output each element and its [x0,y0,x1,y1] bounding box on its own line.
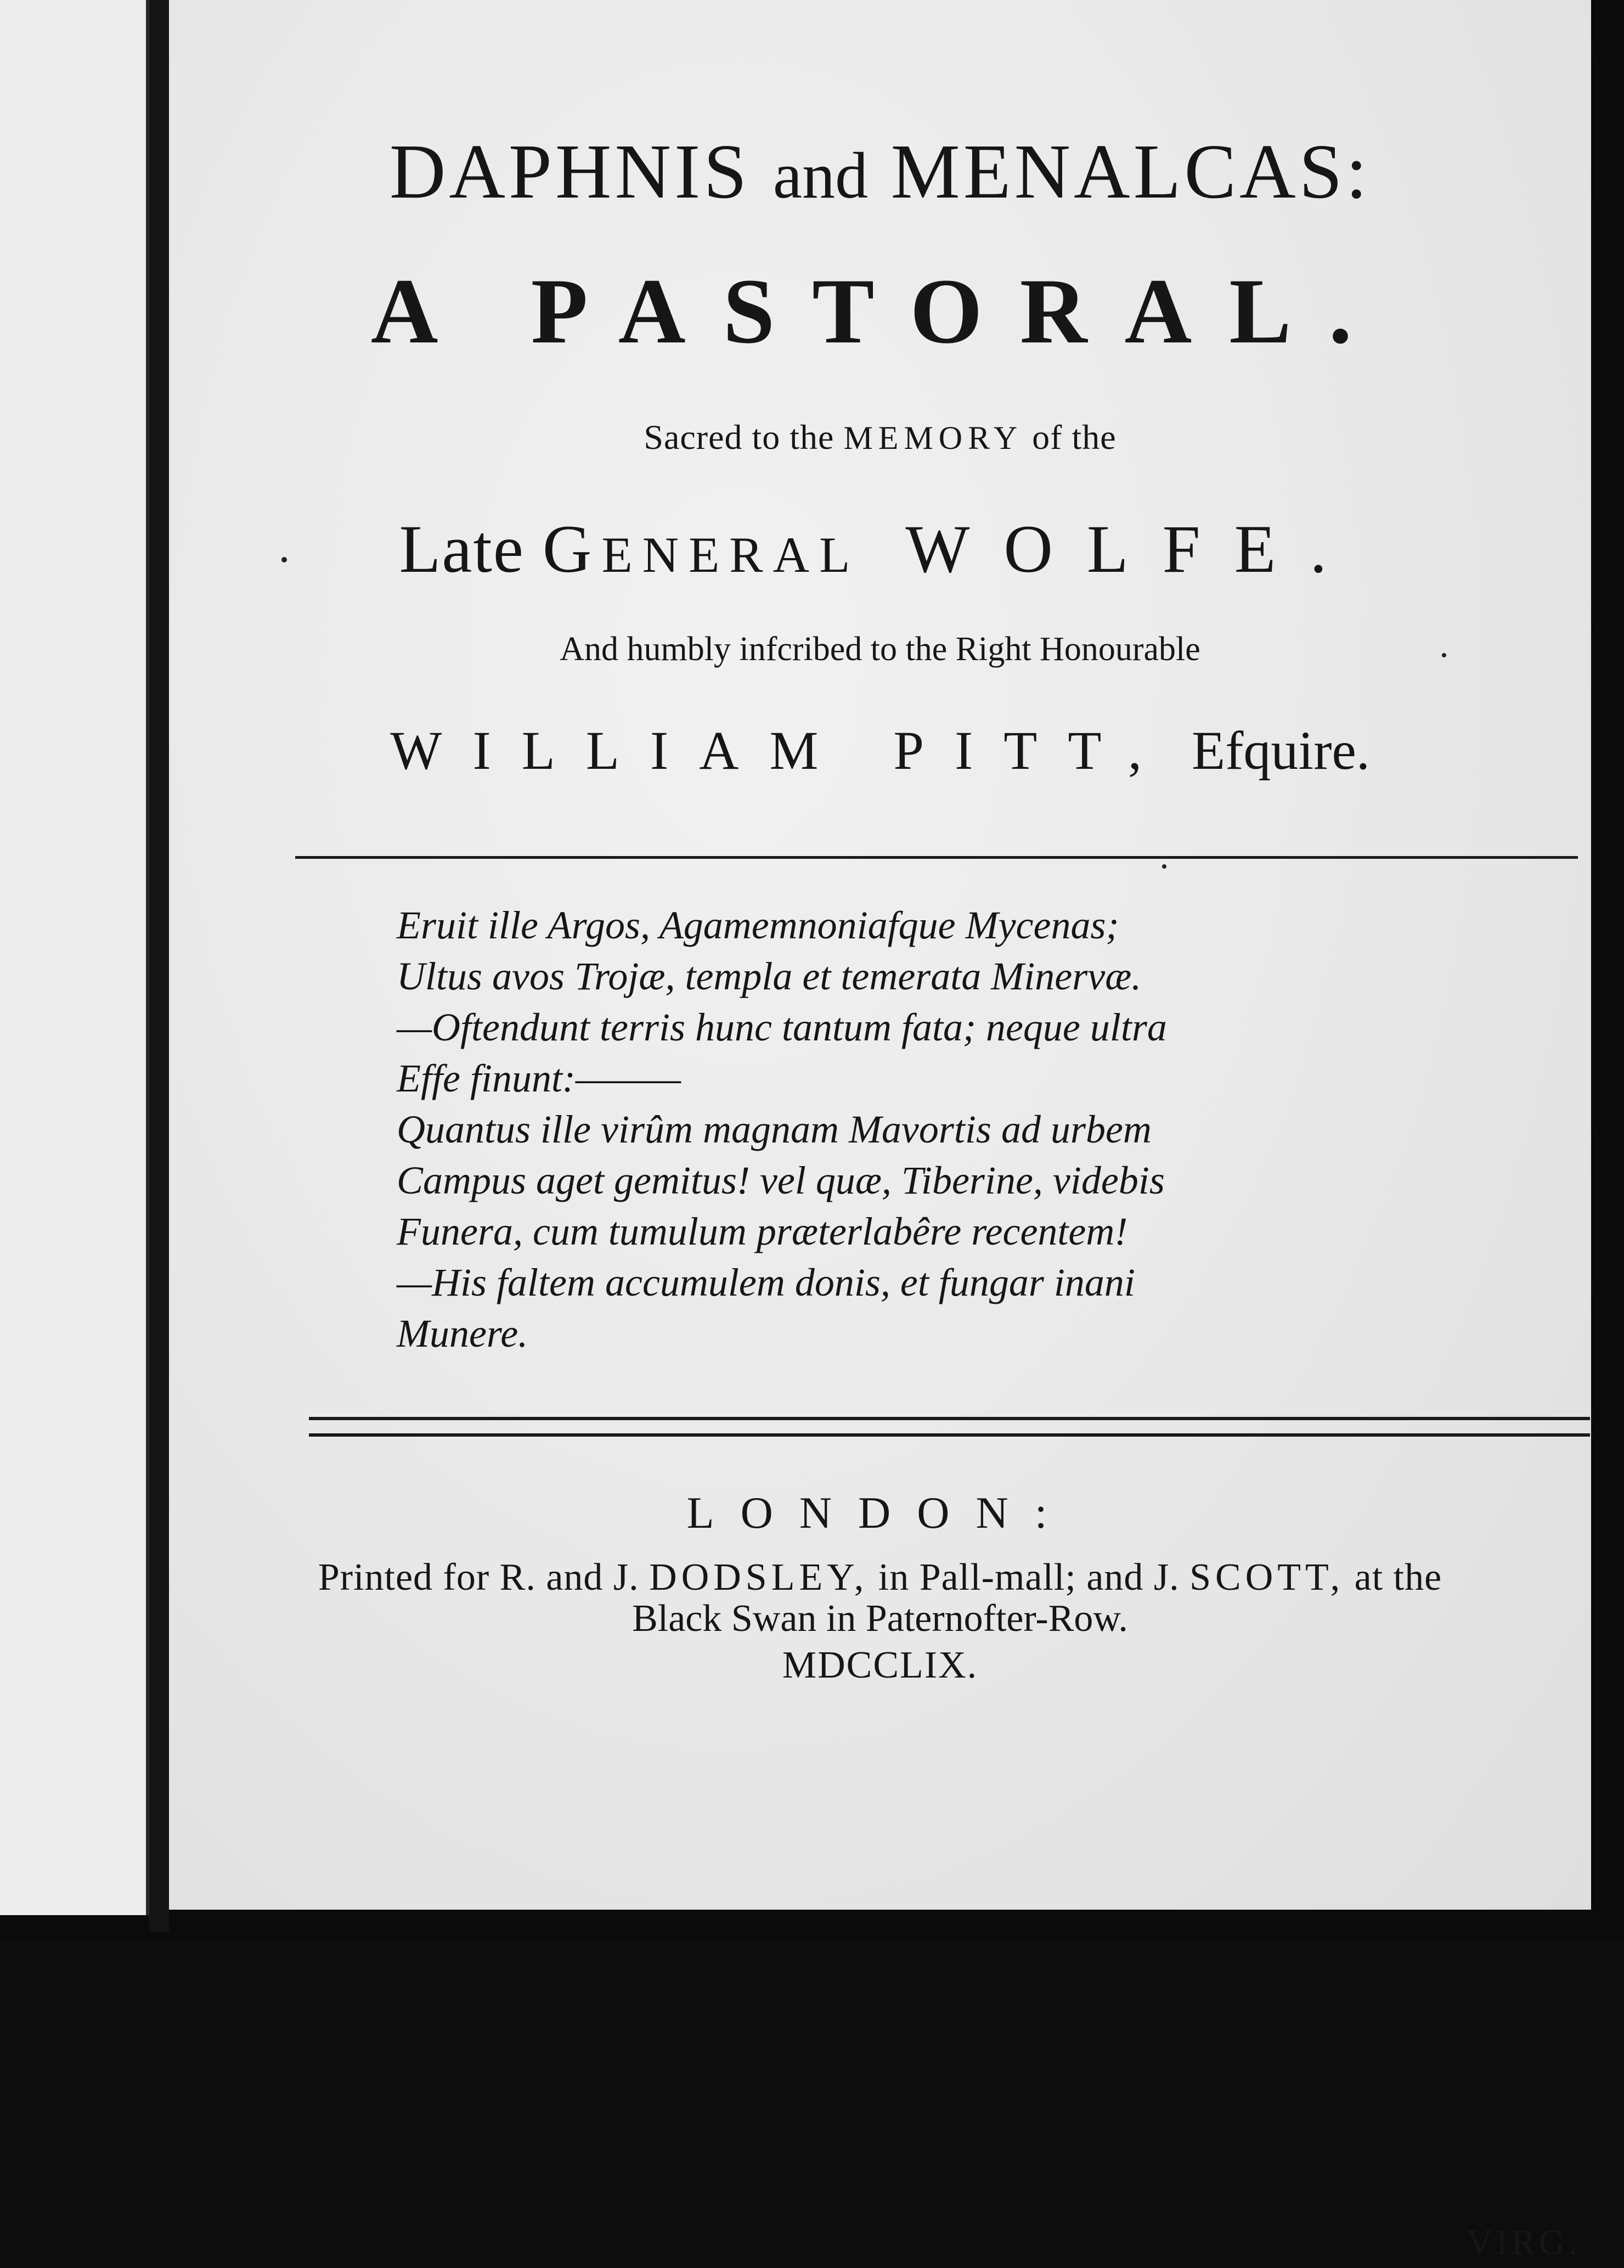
double-rule-upper [309,1417,1590,1420]
dedicatee-late: Late [399,511,525,587]
epigraph-line: —Oftendunt terris hunc tantum fata; neque ultra [397,1005,1167,1049]
epigraph-line: Effe finunt:——— [397,1056,681,1100]
general-initial: G [542,511,602,587]
epigraph-line: Quantus ille virûm magnam Mavortis ad urbem [397,1107,1152,1151]
imprint-before: Printed for R. and J. [318,1556,639,1599]
book-subtitle: A PASTORAL. [370,260,1390,363]
imprint-after: at the [1354,1556,1442,1599]
sacred-after: of the [1032,418,1116,457]
ink-speck [1442,653,1446,657]
epigraph-line: Munere. [397,1312,528,1355]
general-rest: ENERAL [601,527,860,583]
imprint-publisher-scott: SCOTT, [1189,1556,1345,1599]
ink-speck [281,557,287,562]
imprint-line1 [169,1556,1591,1600]
patron-esquire: Efquire. [1192,720,1370,781]
sacred-memory: MEMORY [843,420,1023,456]
dedicatee-general [543,511,860,587]
epigraph-line: Eruit ille Argos, Agamemnoniafque Mycenas; [397,903,1119,947]
imprint-middle: in Pall-mall; and J. [878,1556,1180,1599]
facing-page-edge [0,0,149,1915]
epigraph-line: Campus aget gemitus! vel quæ, Tiberine, videbis [397,1158,1165,1202]
book-title [169,126,1591,216]
epigraph-line: Funera, cum tumulum præterlabêre recentem! [397,1209,1128,1253]
sacred-line [169,417,1591,458]
title-page [169,0,1591,2263]
patron-line [169,719,1591,782]
dedicatee-name: WOLFE. [905,511,1361,587]
dedicatee-line [169,510,1591,588]
sacred-before: Sacred to the [644,418,834,457]
top-divider-rule [295,856,1578,859]
ink-speck [1162,864,1166,869]
epigraph-line: —His faltem accumulem donis, et fungar inani [397,1260,1135,1304]
epigraph-attribution: VIRG. [1467,2222,1581,2263]
title-part1: DAPHNIS [389,128,751,215]
double-rule-lower [309,1433,1590,1437]
imprint-city: LONDON: [686,1488,1074,1538]
book-gutter [149,0,169,1932]
patron-name: WILLIAM PITT, [390,720,1173,781]
epigraph-line: Ultus avos Trojæ, templa et temerata Minervæ. [397,954,1142,998]
imprint-publisher-dodsley: DODSLEY, [649,1556,869,1599]
imprint-year: MDCCLIX. [782,1644,978,1686]
imprint-line2: Black Swan in Paternofter-Row. [632,1597,1128,1640]
title-part2: MENALCAS: [890,128,1371,215]
title-and: and [772,139,869,212]
inscribed-line: And humbly infcribed to the Right Honourable [560,631,1200,668]
